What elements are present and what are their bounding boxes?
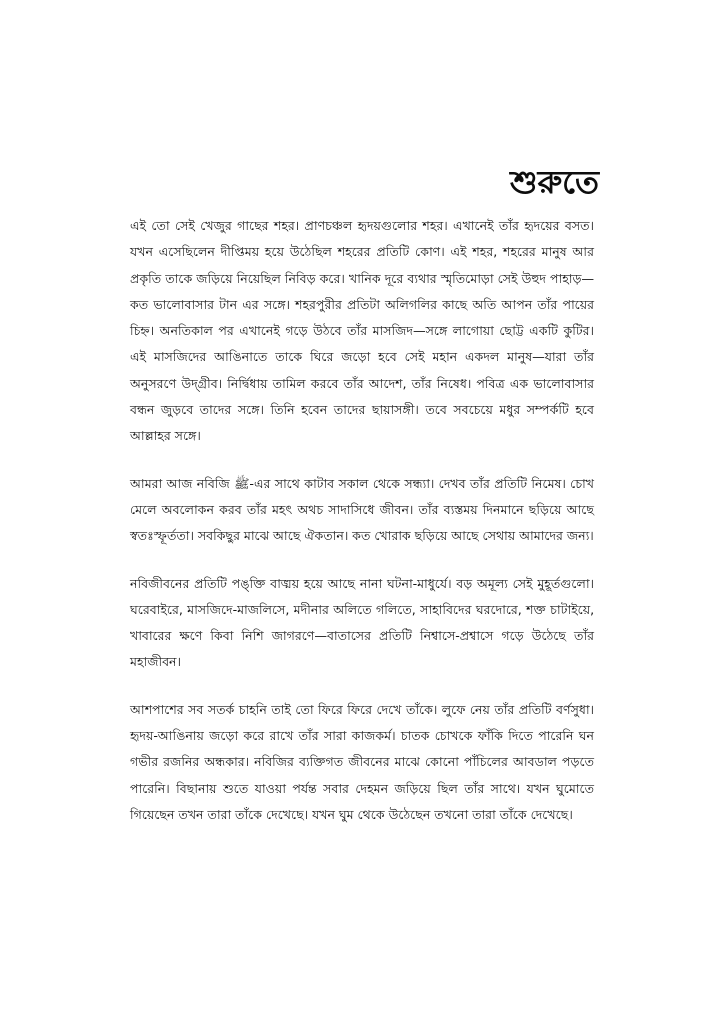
paragraph: আমরা আজ নবিজি ﷺ-এর সাথে কাটাব সকাল থেকে সন্ধ্যা। দেখব তাঁর প্রতিটি নিমেষ। চোখ মেলে অবলোকন করব তাঁর মহৎ অথচ সাদাসিধে জীবন। তাঁর ব্যস্তময় দিনমানে ছড়িয়ে আছে স্বতঃস্ফূর্ততা। সবকিছুর মাঝে আছে ঐকতান। কত খোরাক ছড়িয়ে আছে সেথায় আমাদের জন্য। [130,475,594,544]
paragraph: আশপাশের সব সতর্ক চাহনি তাই তো ফিরে ফিরে দেখে তাঁকে। লুফে নেয় তাঁর প্রতিটি বর্ণসুধা। হৃদয়-আঙিনায় জড়ো করে রাখে তাঁর সারা কাজকর্ম। চাতক চোখকে ফাঁকি দিতে পারেনি ঘন গভীর রজনির অন্ধকার। নবিজির ব্যক্তিগত জীবনের মাঝে কোনো পাঁচিলের আবডাল পড়তে পারেনি। বিছানায় শুতে যাওয়া পর্যন্ত সবার দেহমন জড়িয়ে ছিল তাঁর সাথে। যখন ঘুমোতে গিয়েছেন তখন তারা তাঁকে দেখেছে। যখন ঘুম থেকে উঠেছেন তখনো তারা তাঁকে দেখেছে। [130,701,594,822]
chapter-body [130,213,594,849]
paragraph: এই তো সেই খেজুর গাছের শহর। প্রাণচঞ্চল হৃদয়গুলোর শহর। এখানেই তাঁর হৃদয়ের বসত। যখন এসেছিলেন দীপ্তিময় হয়ে উঠেছিল শহরের প্রতিটি কোণ। এই শহর, শহরের মানুষ আর প্রকৃতি তাকে জড়িয়ে নিয়েছিল নিবিড় করে। খানিক দূরে ব্যথার স্মৃতিমোড়া সেই উহুদ পাহাড়—কত ভালোবাসার টান এর সঙ্গে। শহরপুরীর প্রতিটা অলিগলির কাছে অতি আপন তাঁর পায়ের চিহ্ন। অনতিকাল পর এখানেই গড়ে উঠবে তাঁর মাসজিদ—সঙ্গে লাগোয়া ছোট্ট একটি কুটির। এই মাসজিদের আঙিনাতে তাকে ঘিরে জড়ো হবে সেই মহান একদল মানুষ—যারা তাঁর অনুসরণে উদ্গ্রীব। নির্দ্বিধায় তামিল করবে তাঁর আদেশ, তাঁর নিষেধ। পবিত্র এক ভালোবাসার বন্ধন জুড়বে তাদের সঙ্গে। তিনি হবেন তাদের ছায়াসঙ্গী। তবে সবচেয়ে মধুর সম্পর্কটি হবে আল্লাহর সঙ্গে। [130,218,594,444]
chapter-title: শুরুতে [510,163,599,201]
paragraph: নবিজীবনের প্রতিটি পঙ্‌ক্তি বাঙ্ময় হয়ে আছে নানা ঘটনা-মাধুর্যে। বড় অমূল্য সেই মুহূর্তগুলো। ঘরেবাইরে, মাসজিদে-মাজলিসে, মদীনার অলিতে গলিতে, সাহাবিদের ঘরদোরে, শক্ত চাটাইয়ে, খাবারের ক্ষণে কিবা নিশি জাগরণে—বাতাসের প্রতিটি নিশ্বাসে-প্রশ্বাসে গড়ে উঠেছে তাঁর মহাজীবন। [130,575,594,670]
